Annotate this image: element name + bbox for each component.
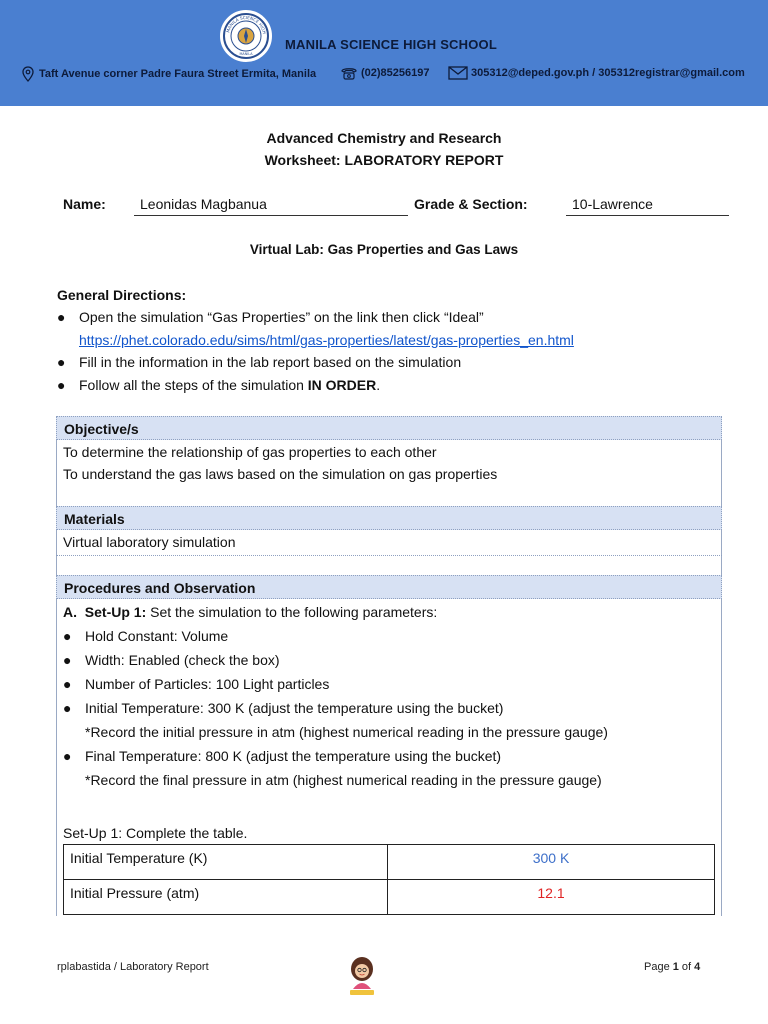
page-number: Page 1 of 4 <box>644 961 701 973</box>
telephone-icon <box>340 66 358 80</box>
setup-1-label: Set-Up 1: <box>84 604 147 620</box>
envelope-icon <box>448 66 468 80</box>
address-text: Taft Avenue corner Padre Faura Street Ermita, Manila <box>39 68 317 80</box>
list-item: ● Open the simulation “Gas Properties” on the link then click “Ideal” <box>57 306 737 329</box>
svg-text:MANILA: MANILA <box>239 52 253 56</box>
school-email <box>448 66 745 80</box>
location-pin-icon <box>20 66 36 82</box>
initial-temperature-value[interactable]: 300 K <box>388 845 715 880</box>
procedures-body <box>63 600 713 792</box>
bullet-icon: ● <box>57 354 66 370</box>
course-title: Advanced Chemistry and Research <box>266 130 502 146</box>
lab-title: Virtual Lab: Gas Properties and Gas Laws <box>249 242 519 257</box>
list-item: ● Fill in the information in the lab report based on the simulation <box>57 351 737 374</box>
directions-list <box>57 306 737 396</box>
initial-pressure-value[interactable]: 12.1 <box>388 880 715 915</box>
bullet-icon: ● <box>63 700 72 716</box>
phone-text: (02)85256197 <box>361 67 430 79</box>
name-field[interactable]: Leonidas Magbanua <box>134 196 408 216</box>
materials-heading: Materials <box>56 506 722 530</box>
worksheet-title: Worksheet: LABORATORY REPORT <box>264 152 504 168</box>
list-item: ● Follow all the steps of the simulation IN ORDER. <box>57 374 737 397</box>
objective-heading: Objective/s <box>56 416 722 440</box>
list-item: ● Width: Enabled (check the box) <box>63 648 713 672</box>
svg-text:MANILA SCIENCE HIGH SCHOOL: MANILA SCIENCE HIGH <box>225 14 267 35</box>
list-item: ● Hold Constant: Volume <box>63 624 713 648</box>
final-pressure-note: *Record the final pressure in atm (highest numerical reading in the pressure gauge) <box>85 772 602 788</box>
bullet-icon: ● <box>63 652 72 668</box>
school-seal-logo <box>220 10 272 62</box>
name-label: Name: <box>63 196 106 212</box>
seal-emblem-icon <box>222 12 270 60</box>
bullet-icon: ● <box>57 309 66 325</box>
cartoon-mascot-icon <box>345 955 379 997</box>
mascot-logo <box>345 955 379 997</box>
initial-pressure-note: *Record the initial pressure in atm (highest numerical reading in the pressure gauge) <box>85 724 608 740</box>
setup-1-line: A. Set-Up 1: Set the simulation to the following parameters: <box>63 604 438 620</box>
table-cell-label: Initial Temperature (K) <box>64 845 388 880</box>
email-text: 305312@deped.gov.ph / 305312registrar@gmail.com <box>471 67 745 79</box>
footer-author: rplabastida / Laboratory Report <box>57 961 209 973</box>
materials-text: Virtual laboratory simulation <box>63 534 236 550</box>
setup-1-table <box>63 844 715 915</box>
divider <box>56 555 722 556</box>
bullet-icon: ● <box>63 748 72 764</box>
school-address <box>20 66 316 82</box>
list-item: ● Number of Particles: 100 Light particles <box>63 672 713 696</box>
procedures-heading: Procedures and Observation <box>56 575 722 599</box>
grade-section-label: Grade & Section: <box>414 196 528 212</box>
objective-text: To determine the relationship of gas properties to each other To understand the gas laws based on the simulation on gas properties <box>63 444 498 482</box>
bullet-icon: ● <box>57 376 66 393</box>
bullet-icon: ● <box>63 676 72 692</box>
school-phone <box>340 66 430 80</box>
grade-section-field[interactable]: 10-Lawrence <box>566 196 729 216</box>
list-item: ● Final Temperature: 800 K (adjust the temperature using the bucket) <box>63 744 713 768</box>
table-caption: Set-Up 1: Complete the table. <box>63 825 248 841</box>
simulation-link[interactable]: https://phet.colorado.edu/sims/html/gas-properties/latest/gas-properties_en.html <box>79 331 574 348</box>
in-order-emphasis: IN ORDER <box>307 376 377 393</box>
list-item: ● Initial Temperature: 300 K (adjust the temperature using the bucket) <box>63 696 713 720</box>
table-row <box>64 845 715 880</box>
table-cell-label: Initial Pressure (atm) <box>64 880 388 915</box>
school-name: MANILA SCIENCE HIGH SCHOOL <box>285 37 498 52</box>
directions-heading: General Directions: <box>57 287 187 303</box>
school-header <box>0 0 768 106</box>
table-row <box>64 880 715 915</box>
bullet-icon: ● <box>63 628 72 644</box>
